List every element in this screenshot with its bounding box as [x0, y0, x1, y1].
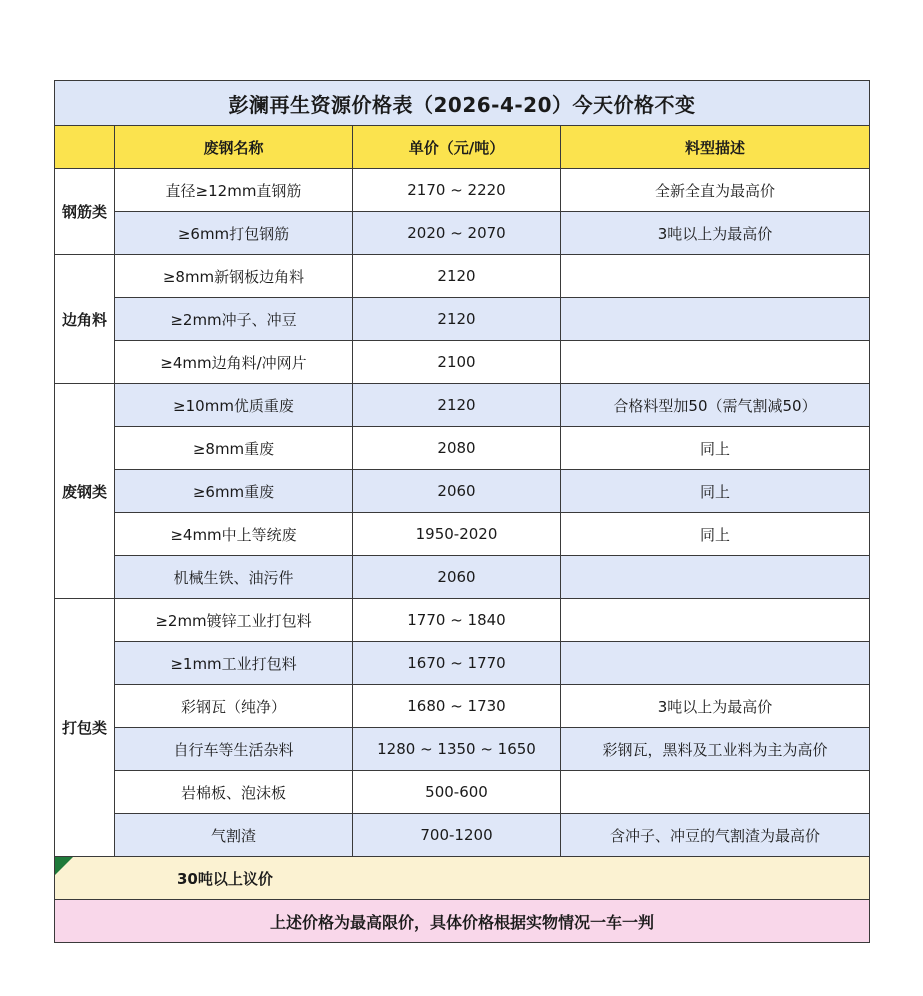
category-cell: 边角料: [55, 255, 115, 384]
item-name-cell: 机械生铁、油污件: [115, 556, 353, 599]
item-price-cell: 700-1200: [353, 814, 561, 857]
item-name-cell: 自行车等生活杂料: [115, 728, 353, 771]
item-name-cell: ≥4mm边角料/冲网片: [115, 341, 353, 384]
table-title: 彭澜再生资源价格表（2026-4-20）今天价格不变: [55, 81, 870, 126]
category-cell: 打包类: [55, 599, 115, 857]
item-name-cell: ≥4mm中上等统废: [115, 513, 353, 556]
price-sheet: [54, 80, 869, 943]
item-name-cell: 气割渣: [115, 814, 353, 857]
item-name-cell: ≥2mm镀锌工业打包料: [115, 599, 353, 642]
item-name-cell: ≥6mm重废: [115, 470, 353, 513]
item-description-cell: 3吨以上为最高价: [561, 212, 870, 255]
category-cell: 废钢类: [55, 384, 115, 599]
corner-triangle-icon: [55, 857, 73, 875]
item-name-cell: 彩钢瓦（纯净）: [115, 685, 353, 728]
item-price-cell: 1680 ~ 1730: [353, 685, 561, 728]
table-row: [55, 556, 870, 599]
item-price-cell: 2120: [353, 298, 561, 341]
item-price-cell: 1670 ~ 1770: [353, 642, 561, 685]
header-description: 料型描述: [561, 126, 870, 169]
table-row: [55, 384, 870, 427]
item-price-cell: 2170 ~ 2220: [353, 169, 561, 212]
note-cell: [55, 857, 870, 900]
table-row: [55, 513, 870, 556]
item-description-cell: [561, 556, 870, 599]
footer-disclaimer: 上述价格为最高限价，具体价格根据实物情况一车一判: [55, 900, 870, 943]
item-name-cell: ≥6mm打包钢筋: [115, 212, 353, 255]
item-price-cell: 1280 ~ 1350 ~ 1650: [353, 728, 561, 771]
header-name: 废钢名称: [115, 126, 353, 169]
table-row: [55, 298, 870, 341]
item-description-cell: 同上: [561, 513, 870, 556]
footer-row: [55, 900, 870, 943]
item-price-cell: 2120: [353, 255, 561, 298]
item-description-cell: [561, 642, 870, 685]
item-description-cell: [561, 298, 870, 341]
item-price-cell: 2060: [353, 556, 561, 599]
category-cell: 钢筋类: [55, 169, 115, 255]
table-row: [55, 169, 870, 212]
table-row: [55, 642, 870, 685]
table-row: [55, 427, 870, 470]
item-name-cell: ≥2mm冲子、冲豆: [115, 298, 353, 341]
item-description-cell: [561, 341, 870, 384]
item-description-cell: 彩钢瓦，黑料及工业料为主为高价: [561, 728, 870, 771]
item-price-cell: 2080: [353, 427, 561, 470]
item-price-cell: 1950-2020: [353, 513, 561, 556]
item-price-cell: 2100: [353, 341, 561, 384]
price-table: [54, 80, 870, 943]
header-row: [55, 126, 870, 169]
item-price-cell: 2120: [353, 384, 561, 427]
item-description-cell: 同上: [561, 427, 870, 470]
item-name-cell: ≥1mm工业打包料: [115, 642, 353, 685]
item-description-cell: [561, 599, 870, 642]
item-description-cell: 同上: [561, 470, 870, 513]
item-name-cell: 岩棉板、泡沫板: [115, 771, 353, 814]
item-description-cell: 3吨以上为最高价: [561, 685, 870, 728]
table-row: [55, 255, 870, 298]
table-row: [55, 599, 870, 642]
table-row: [55, 212, 870, 255]
header-price: 单价（元/吨）: [353, 126, 561, 169]
header-category: [55, 126, 115, 169]
item-description-cell: 合格料型加50（需气割减50）: [561, 384, 870, 427]
item-name-cell: ≥8mm新钢板边角料: [115, 255, 353, 298]
title-row: [55, 81, 870, 126]
table-row: [55, 341, 870, 384]
item-description-cell: 全新全直为最高价: [561, 169, 870, 212]
item-name-cell: 直径≥12mm直钢筋: [115, 169, 353, 212]
item-description-cell: 含冲子、冲豆的气割渣为最高价: [561, 814, 870, 857]
bulk-note: 30吨以上议价: [177, 869, 273, 888]
table-row: [55, 814, 870, 857]
item-name-cell: ≥8mm重废: [115, 427, 353, 470]
item-price-cell: 2020 ~ 2070: [353, 212, 561, 255]
table-row: [55, 771, 870, 814]
item-description-cell: [561, 255, 870, 298]
item-price-cell: 500-600: [353, 771, 561, 814]
table-row: [55, 470, 870, 513]
table-row: [55, 728, 870, 771]
item-description-cell: [561, 771, 870, 814]
item-name-cell: ≥10mm优质重废: [115, 384, 353, 427]
item-price-cell: 2060: [353, 470, 561, 513]
table-row: [55, 685, 870, 728]
item-price-cell: 1770 ~ 1840: [353, 599, 561, 642]
note-row: [55, 857, 870, 900]
